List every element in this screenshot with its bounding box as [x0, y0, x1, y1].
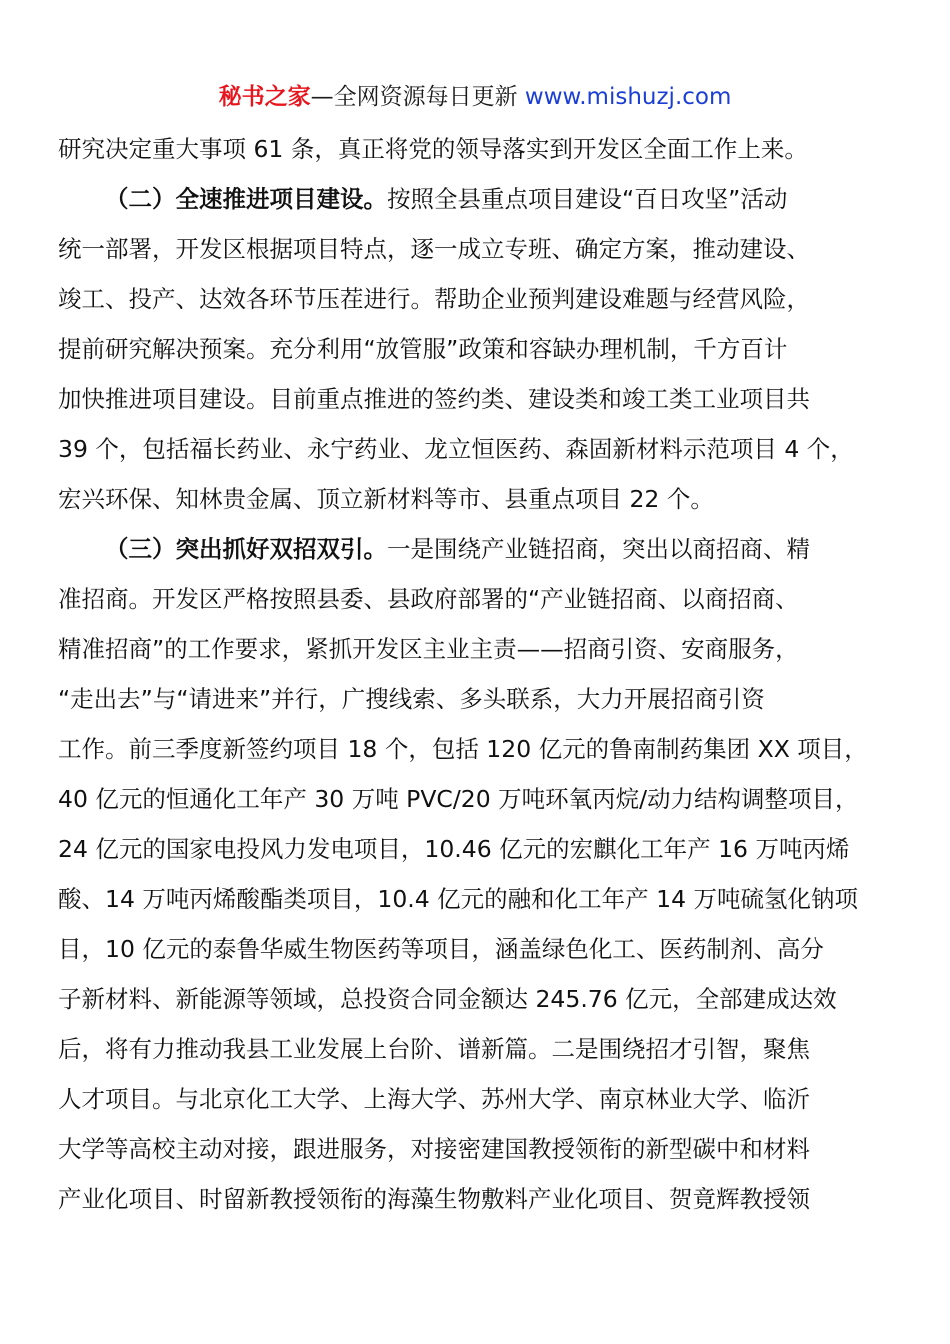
paragraph-line: 竣工、投产、达效各环节压茬进行。帮助企业预判建设难题与经营风险， — [58, 285, 810, 313]
paragraph-line: 提前研究解决预案。充分利用“放管服”政策和容缺办理机制，千方百计 — [58, 335, 788, 363]
paragraph-line: 39 个，包括福长药业、永宁药业、龙立恒医药、森固新材料示范项目 4 个， — [58, 435, 854, 463]
section-3-first-line — [58, 524, 893, 574]
paragraph-line: 大学等高校主动对接，跟进服务，对接密建国教授领衔的新型碳中和材料 — [58, 1135, 810, 1163]
site-header — [0, 80, 950, 114]
site-tagline: —全网资源每日更新 — [310, 84, 525, 110]
paragraph-line: 加快推进项目建设。目前重点推进的签约类、建设类和竣工类工业项目共 — [58, 385, 810, 413]
paragraph-line: 酸、14 万吨丙烯酸酯类项目，10.4 亿元的融和化工年产 14 万吨硫氢化钠项 — [58, 885, 859, 913]
document-body — [58, 124, 893, 1224]
paragraph-text: 一是围绕产业链招商，突出以商招商、精 — [387, 535, 810, 563]
paragraph-line: 后，将有力推动我县工业发展上台阶、谱新篇。二是围绕招才引智，聚焦 — [58, 1035, 810, 1063]
paragraph-line: 40 亿元的恒通化工年产 30 万吨 PVC/20 万吨环氧丙烷/动力结构调整项目， — [58, 785, 859, 813]
paragraph-line: 24 亿元的国家电投风力发电项目，10.46 亿元的宏麒化工年产 16 万吨丙烯 — [58, 835, 850, 863]
paragraph-line: 研究决定重大事项 61 条，真正将党的领导落实到开发区全面工作上来。 — [58, 135, 808, 163]
paragraph-line: 精准招商”的工作要求，紧抓开发区主业主责——招商引资、安商服务， — [58, 635, 799, 663]
section-heading: （二）全速推进项目建设。 — [105, 185, 387, 213]
paragraph-line: 产业化项目、时留新教授领衔的海藻生物敷料产业化项目、贺竟辉教授领 — [58, 1185, 810, 1213]
paragraph-line: “走出去”与“请进来”并行，广搜线索、多头联系，大力开展招商引资 — [58, 685, 765, 713]
paragraph-line: 工作。前三季度新签约项目 18 个，包括 120 亿元的鲁南制药集团 XX 项目， — [58, 735, 868, 763]
site-brand: 秘书之家 — [218, 84, 311, 110]
paragraph-line: 宏兴环保、知林贵金属、顶立新材料等市、县重点项目 22 个。 — [58, 485, 714, 513]
paragraph-line: 准招商。开发区严格按照县委、县政府部署的“产业链招商、以商招商、 — [58, 585, 799, 613]
paragraph-line: 目，10 亿元的泰鲁华威生物医药等项目，涵盖绿色化工、医药制剂、高分 — [58, 935, 824, 963]
section-heading: （三）突出抓好双招双引。 — [105, 535, 387, 563]
paragraph-line: 子新材料、新能源等领域，总投资合同金额达 245.76 亿元，全部建成达效 — [58, 985, 837, 1013]
paragraph-text: 按照全县重点项目建设“百日攻坚”活动 — [387, 185, 788, 213]
site-url-link[interactable]: www.mishuzj.com — [524, 84, 732, 110]
paragraph-line: 统一部署，开发区根据项目特点，逐一成立专班、确定方案，推动建设、 — [58, 235, 810, 263]
paragraph-line: 人才项目。与北京化工大学、上海大学、苏州大学、南京林业大学、临沂 — [58, 1085, 810, 1113]
section-2-first-line — [58, 174, 893, 224]
